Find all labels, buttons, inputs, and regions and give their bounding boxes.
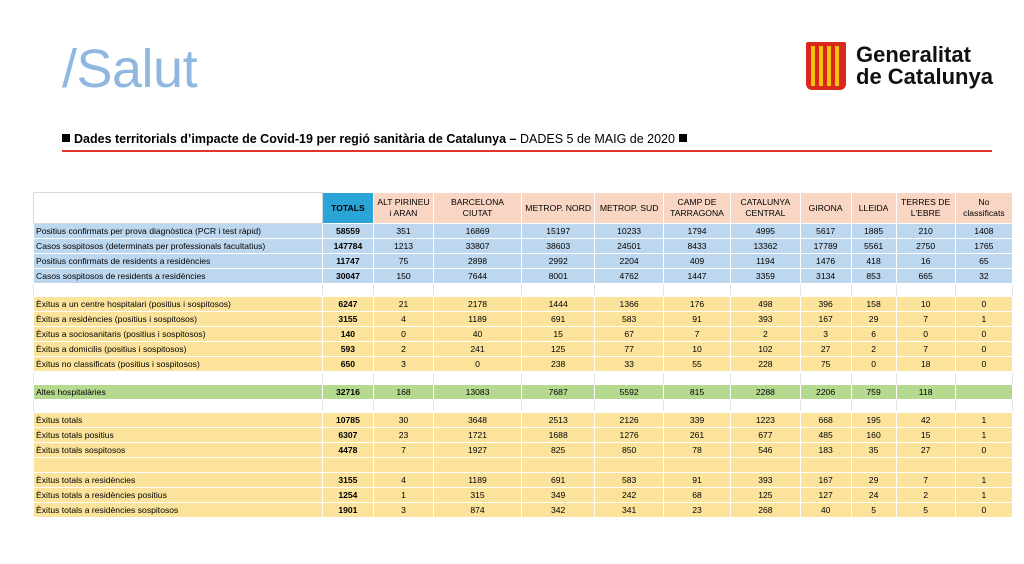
value-cell: 1 (955, 428, 1012, 443)
total-cell: 147784 (322, 239, 373, 254)
value-cell: 2992 (521, 254, 595, 269)
value-cell: 2750 (896, 239, 955, 254)
value-cell: 77 (595, 342, 663, 357)
column-header: TOTALS (322, 193, 373, 224)
value-cell: 167 (800, 473, 851, 488)
value-cell: 261 (663, 428, 730, 443)
covid-data-table (33, 192, 1013, 518)
value-cell: 21 (373, 297, 433, 312)
value-cell: 75 (800, 357, 851, 372)
value-cell: 2 (731, 327, 800, 342)
total-cell: 650 (322, 357, 373, 372)
value-cell: 7 (663, 327, 730, 342)
value-cell: 2204 (595, 254, 663, 269)
value-cell: 341 (595, 503, 663, 518)
total-cell: 11747 (322, 254, 373, 269)
value-cell: 8433 (663, 239, 730, 254)
value-cell: 40 (434, 327, 522, 342)
value-cell: 8001 (521, 269, 595, 284)
value-cell: 4 (373, 473, 433, 488)
value-cell: 7 (896, 342, 955, 357)
value-cell: 1189 (434, 312, 522, 327)
heading-date: DADES 5 de MAIG de 2020 (520, 132, 675, 146)
value-cell (955, 458, 1012, 473)
value-cell: 1 (955, 473, 1012, 488)
value-cell: 17789 (800, 239, 851, 254)
total-cell: 30047 (322, 269, 373, 284)
value-cell: 1 (373, 488, 433, 503)
value-cell: 691 (521, 473, 595, 488)
value-cell (731, 458, 800, 473)
total-cell: 58559 (322, 224, 373, 239)
table-row (34, 458, 1013, 473)
value-cell: 5561 (851, 239, 896, 254)
report-heading (62, 132, 992, 146)
table-row (34, 342, 1013, 357)
value-cell: 1447 (663, 269, 730, 284)
value-cell: 68 (663, 488, 730, 503)
value-cell: 1721 (434, 428, 522, 443)
table-row (34, 327, 1013, 342)
value-cell: 7 (896, 312, 955, 327)
value-cell: 2 (851, 342, 896, 357)
value-cell: 853 (851, 269, 896, 284)
total-cell: 1254 (322, 488, 373, 503)
value-cell: 23 (663, 503, 730, 518)
value-cell: 691 (521, 312, 595, 327)
value-cell: 30 (373, 413, 433, 428)
value-cell: 102 (731, 342, 800, 357)
generalitat-logo (806, 42, 993, 90)
total-cell: 6247 (322, 297, 373, 312)
value-cell: 1194 (731, 254, 800, 269)
value-cell: 10 (663, 342, 730, 357)
logo-line-2: de Catalunya (856, 64, 993, 89)
value-cell: 0 (955, 503, 1012, 518)
value-cell: 315 (434, 488, 522, 503)
value-cell: 1688 (521, 428, 595, 443)
value-cell: 0 (896, 327, 955, 342)
value-cell: 583 (595, 473, 663, 488)
value-cell: 850 (595, 443, 663, 458)
value-cell: 91 (663, 473, 730, 488)
column-header: ALT PIRINEU i ARAN (373, 193, 433, 224)
total-cell: 593 (322, 342, 373, 357)
value-cell: 3134 (800, 269, 851, 284)
row-label: Casos sospitosos (determinats per professionals facultatius) (34, 239, 323, 254)
total-cell: 140 (322, 327, 373, 342)
row-label: Èxitus totals (34, 413, 323, 428)
value-cell: 67 (595, 327, 663, 342)
value-cell: 5 (851, 503, 896, 518)
value-cell: 183 (800, 443, 851, 458)
value-cell: 2206 (800, 385, 851, 400)
value-cell (663, 458, 730, 473)
row-label: Èxitus a residències (positius i sospitosos) (34, 312, 323, 327)
value-cell: 4 (373, 312, 433, 327)
total-cell: 6307 (322, 428, 373, 443)
column-header: CATALUNYA CENTRAL (731, 193, 800, 224)
brand-title: /Salut (62, 39, 198, 99)
value-cell: 409 (663, 254, 730, 269)
value-cell: 38603 (521, 239, 595, 254)
value-cell: 5 (896, 503, 955, 518)
row-label: Èxitus totals sospitosos (34, 443, 323, 458)
value-cell: 125 (521, 342, 595, 357)
value-cell: 78 (663, 443, 730, 458)
square-bullet-icon (62, 134, 70, 142)
value-cell: 7 (896, 473, 955, 488)
row-label: Casos sospitosos de residents a residències (34, 269, 323, 284)
value-cell: 195 (851, 413, 896, 428)
value-cell: 825 (521, 443, 595, 458)
value-cell: 0 (851, 357, 896, 372)
value-cell: 125 (731, 488, 800, 503)
spacer-row (34, 284, 1013, 297)
value-cell: 2 (373, 342, 433, 357)
value-cell: 1 (955, 488, 1012, 503)
red-divider (62, 150, 992, 152)
row-label (34, 458, 323, 473)
value-cell: 27 (896, 443, 955, 458)
value-cell: 13362 (731, 239, 800, 254)
value-cell: 1408 (955, 224, 1012, 239)
value-cell: 242 (595, 488, 663, 503)
value-cell: 118 (896, 385, 955, 400)
value-cell: 29 (851, 312, 896, 327)
value-cell (955, 385, 1012, 400)
value-cell: 665 (896, 269, 955, 284)
column-header: METROP. NORD (521, 193, 595, 224)
value-cell: 2288 (731, 385, 800, 400)
value-cell: 1885 (851, 224, 896, 239)
value-cell (595, 458, 663, 473)
table-row (34, 428, 1013, 443)
table-row (34, 473, 1013, 488)
value-cell: 176 (663, 297, 730, 312)
table-row (34, 357, 1013, 372)
row-label: Èxitus totals a residències positius (34, 488, 323, 503)
value-cell: 1366 (595, 297, 663, 312)
value-cell: 1 (955, 312, 1012, 327)
value-cell: 210 (896, 224, 955, 239)
value-cell: 65 (955, 254, 1012, 269)
value-cell: 33 (595, 357, 663, 372)
heading-bold: Dades territorials d’impacte de Covid-19 per regió sanitària de Catalunya – (74, 132, 517, 146)
value-cell: 759 (851, 385, 896, 400)
value-cell: 40 (800, 503, 851, 518)
value-cell: 1444 (521, 297, 595, 312)
table-row (34, 385, 1013, 400)
value-cell: 16 (896, 254, 955, 269)
value-cell: 0 (955, 443, 1012, 458)
value-cell: 91 (663, 312, 730, 327)
value-cell: 228 (731, 357, 800, 372)
row-label: Èxitus totals a residències (34, 473, 323, 488)
value-cell: 29 (851, 473, 896, 488)
value-cell: 18 (896, 357, 955, 372)
value-cell: 16869 (434, 224, 522, 239)
value-cell: 2898 (434, 254, 522, 269)
value-cell (896, 458, 955, 473)
value-cell: 2 (896, 488, 955, 503)
value-cell: 13083 (434, 385, 522, 400)
table-row (34, 443, 1013, 458)
value-cell: 15 (521, 327, 595, 342)
value-cell: 815 (663, 385, 730, 400)
value-cell: 167 (800, 312, 851, 327)
value-cell: 351 (373, 224, 433, 239)
column-header: GIRONA (800, 193, 851, 224)
value-cell: 1223 (731, 413, 800, 428)
value-cell: 5617 (800, 224, 851, 239)
value-cell: 15 (896, 428, 955, 443)
logo-line-1: Generalitat (856, 42, 971, 67)
value-cell: 396 (800, 297, 851, 312)
value-cell: 32 (955, 269, 1012, 284)
value-cell: 1794 (663, 224, 730, 239)
value-cell: 7687 (521, 385, 595, 400)
value-cell: 268 (731, 503, 800, 518)
total-cell: 3155 (322, 473, 373, 488)
value-cell: 0 (373, 327, 433, 342)
value-cell: 33807 (434, 239, 522, 254)
value-cell: 0 (955, 357, 1012, 372)
total-cell: 4478 (322, 443, 373, 458)
total-cell: 3155 (322, 312, 373, 327)
value-cell: 1927 (434, 443, 522, 458)
table-row (34, 224, 1013, 239)
value-cell: 0 (955, 327, 1012, 342)
column-header: BARCELONA CIUTAT (434, 193, 522, 224)
value-cell: 3 (800, 327, 851, 342)
value-cell (434, 458, 522, 473)
value-cell: 349 (521, 488, 595, 503)
table-row (34, 503, 1013, 518)
value-cell: 1213 (373, 239, 433, 254)
senyera-shield-icon (806, 42, 846, 90)
value-cell: 393 (731, 473, 800, 488)
value-cell: 1276 (595, 428, 663, 443)
value-cell: 4762 (595, 269, 663, 284)
row-label: Èxitus a domicilis (positius i sospitosos) (34, 342, 323, 357)
row-label: Èxitus totals a residències sospitosos (34, 503, 323, 518)
table-row (34, 269, 1013, 284)
value-cell (851, 458, 896, 473)
value-cell (373, 458, 433, 473)
table-row (34, 312, 1013, 327)
value-cell: 342 (521, 503, 595, 518)
value-cell: 3 (373, 503, 433, 518)
value-cell: 7644 (434, 269, 522, 284)
value-cell: 546 (731, 443, 800, 458)
header-row (34, 193, 1013, 224)
value-cell: 168 (373, 385, 433, 400)
value-cell: 10 (896, 297, 955, 312)
value-cell (800, 458, 851, 473)
value-cell: 1189 (434, 473, 522, 488)
value-cell: 27 (800, 342, 851, 357)
table-row (34, 254, 1013, 269)
total-cell (322, 458, 373, 473)
value-cell: 75 (373, 254, 433, 269)
total-cell: 32716 (322, 385, 373, 400)
value-cell: 677 (731, 428, 800, 443)
value-cell: 5592 (595, 385, 663, 400)
value-cell: 3359 (731, 269, 800, 284)
value-cell: 1765 (955, 239, 1012, 254)
value-cell: 0 (434, 357, 522, 372)
value-cell: 4995 (731, 224, 800, 239)
value-cell: 158 (851, 297, 896, 312)
value-cell: 2178 (434, 297, 522, 312)
column-header: METROP. SUD (595, 193, 663, 224)
total-cell: 10785 (322, 413, 373, 428)
value-cell: 42 (896, 413, 955, 428)
table-row (34, 239, 1013, 254)
value-cell: 874 (434, 503, 522, 518)
column-header: CAMP DE TARRAGONA (663, 193, 730, 224)
column-header: No classificats (955, 193, 1012, 224)
square-bullet-icon (679, 134, 687, 142)
value-cell: 24 (851, 488, 896, 503)
value-cell: 241 (434, 342, 522, 357)
value-cell: 150 (373, 269, 433, 284)
value-cell: 2513 (521, 413, 595, 428)
value-cell: 668 (800, 413, 851, 428)
value-cell: 1 (955, 413, 1012, 428)
row-label: Positius confirmats per prova diagnòstica (PCR i test ràpid) (34, 224, 323, 239)
value-cell: 3648 (434, 413, 522, 428)
value-cell: 127 (800, 488, 851, 503)
total-cell: 1901 (322, 503, 373, 518)
table-row (34, 297, 1013, 312)
row-label: Altes hospitalàries (34, 385, 323, 400)
value-cell: 498 (731, 297, 800, 312)
value-cell: 583 (595, 312, 663, 327)
spacer-row (34, 372, 1013, 385)
row-label: Positius confirmats de residents a residències (34, 254, 323, 269)
value-cell: 0 (955, 342, 1012, 357)
value-cell: 393 (731, 312, 800, 327)
value-cell: 3 (373, 357, 433, 372)
value-cell: 55 (663, 357, 730, 372)
value-cell: 35 (851, 443, 896, 458)
spacer-row (34, 400, 1013, 413)
table-row (34, 488, 1013, 503)
column-header: LLEIDA (851, 193, 896, 224)
value-cell: 160 (851, 428, 896, 443)
value-cell: 10233 (595, 224, 663, 239)
value-cell: 339 (663, 413, 730, 428)
value-cell: 485 (800, 428, 851, 443)
value-cell: 24501 (595, 239, 663, 254)
value-cell: 2126 (595, 413, 663, 428)
header-blank-cell (34, 193, 323, 224)
value-cell: 23 (373, 428, 433, 443)
value-cell: 15197 (521, 224, 595, 239)
row-label: Èxitus a un centre hospitalari (positius i sospitosos) (34, 297, 323, 312)
value-cell: 7 (373, 443, 433, 458)
value-cell: 418 (851, 254, 896, 269)
row-label: Èxitus no classificats (positius i sospitosos) (34, 357, 323, 372)
row-label: Èxitus totals positius (34, 428, 323, 443)
value-cell (521, 458, 595, 473)
value-cell: 0 (955, 297, 1012, 312)
column-header: TERRES DE L'EBRE (896, 193, 955, 224)
value-cell: 238 (521, 357, 595, 372)
value-cell: 6 (851, 327, 896, 342)
value-cell: 1476 (800, 254, 851, 269)
table-row (34, 413, 1013, 428)
row-label: Èxitus a sociosanitaris (positius i sospitosos) (34, 327, 323, 342)
